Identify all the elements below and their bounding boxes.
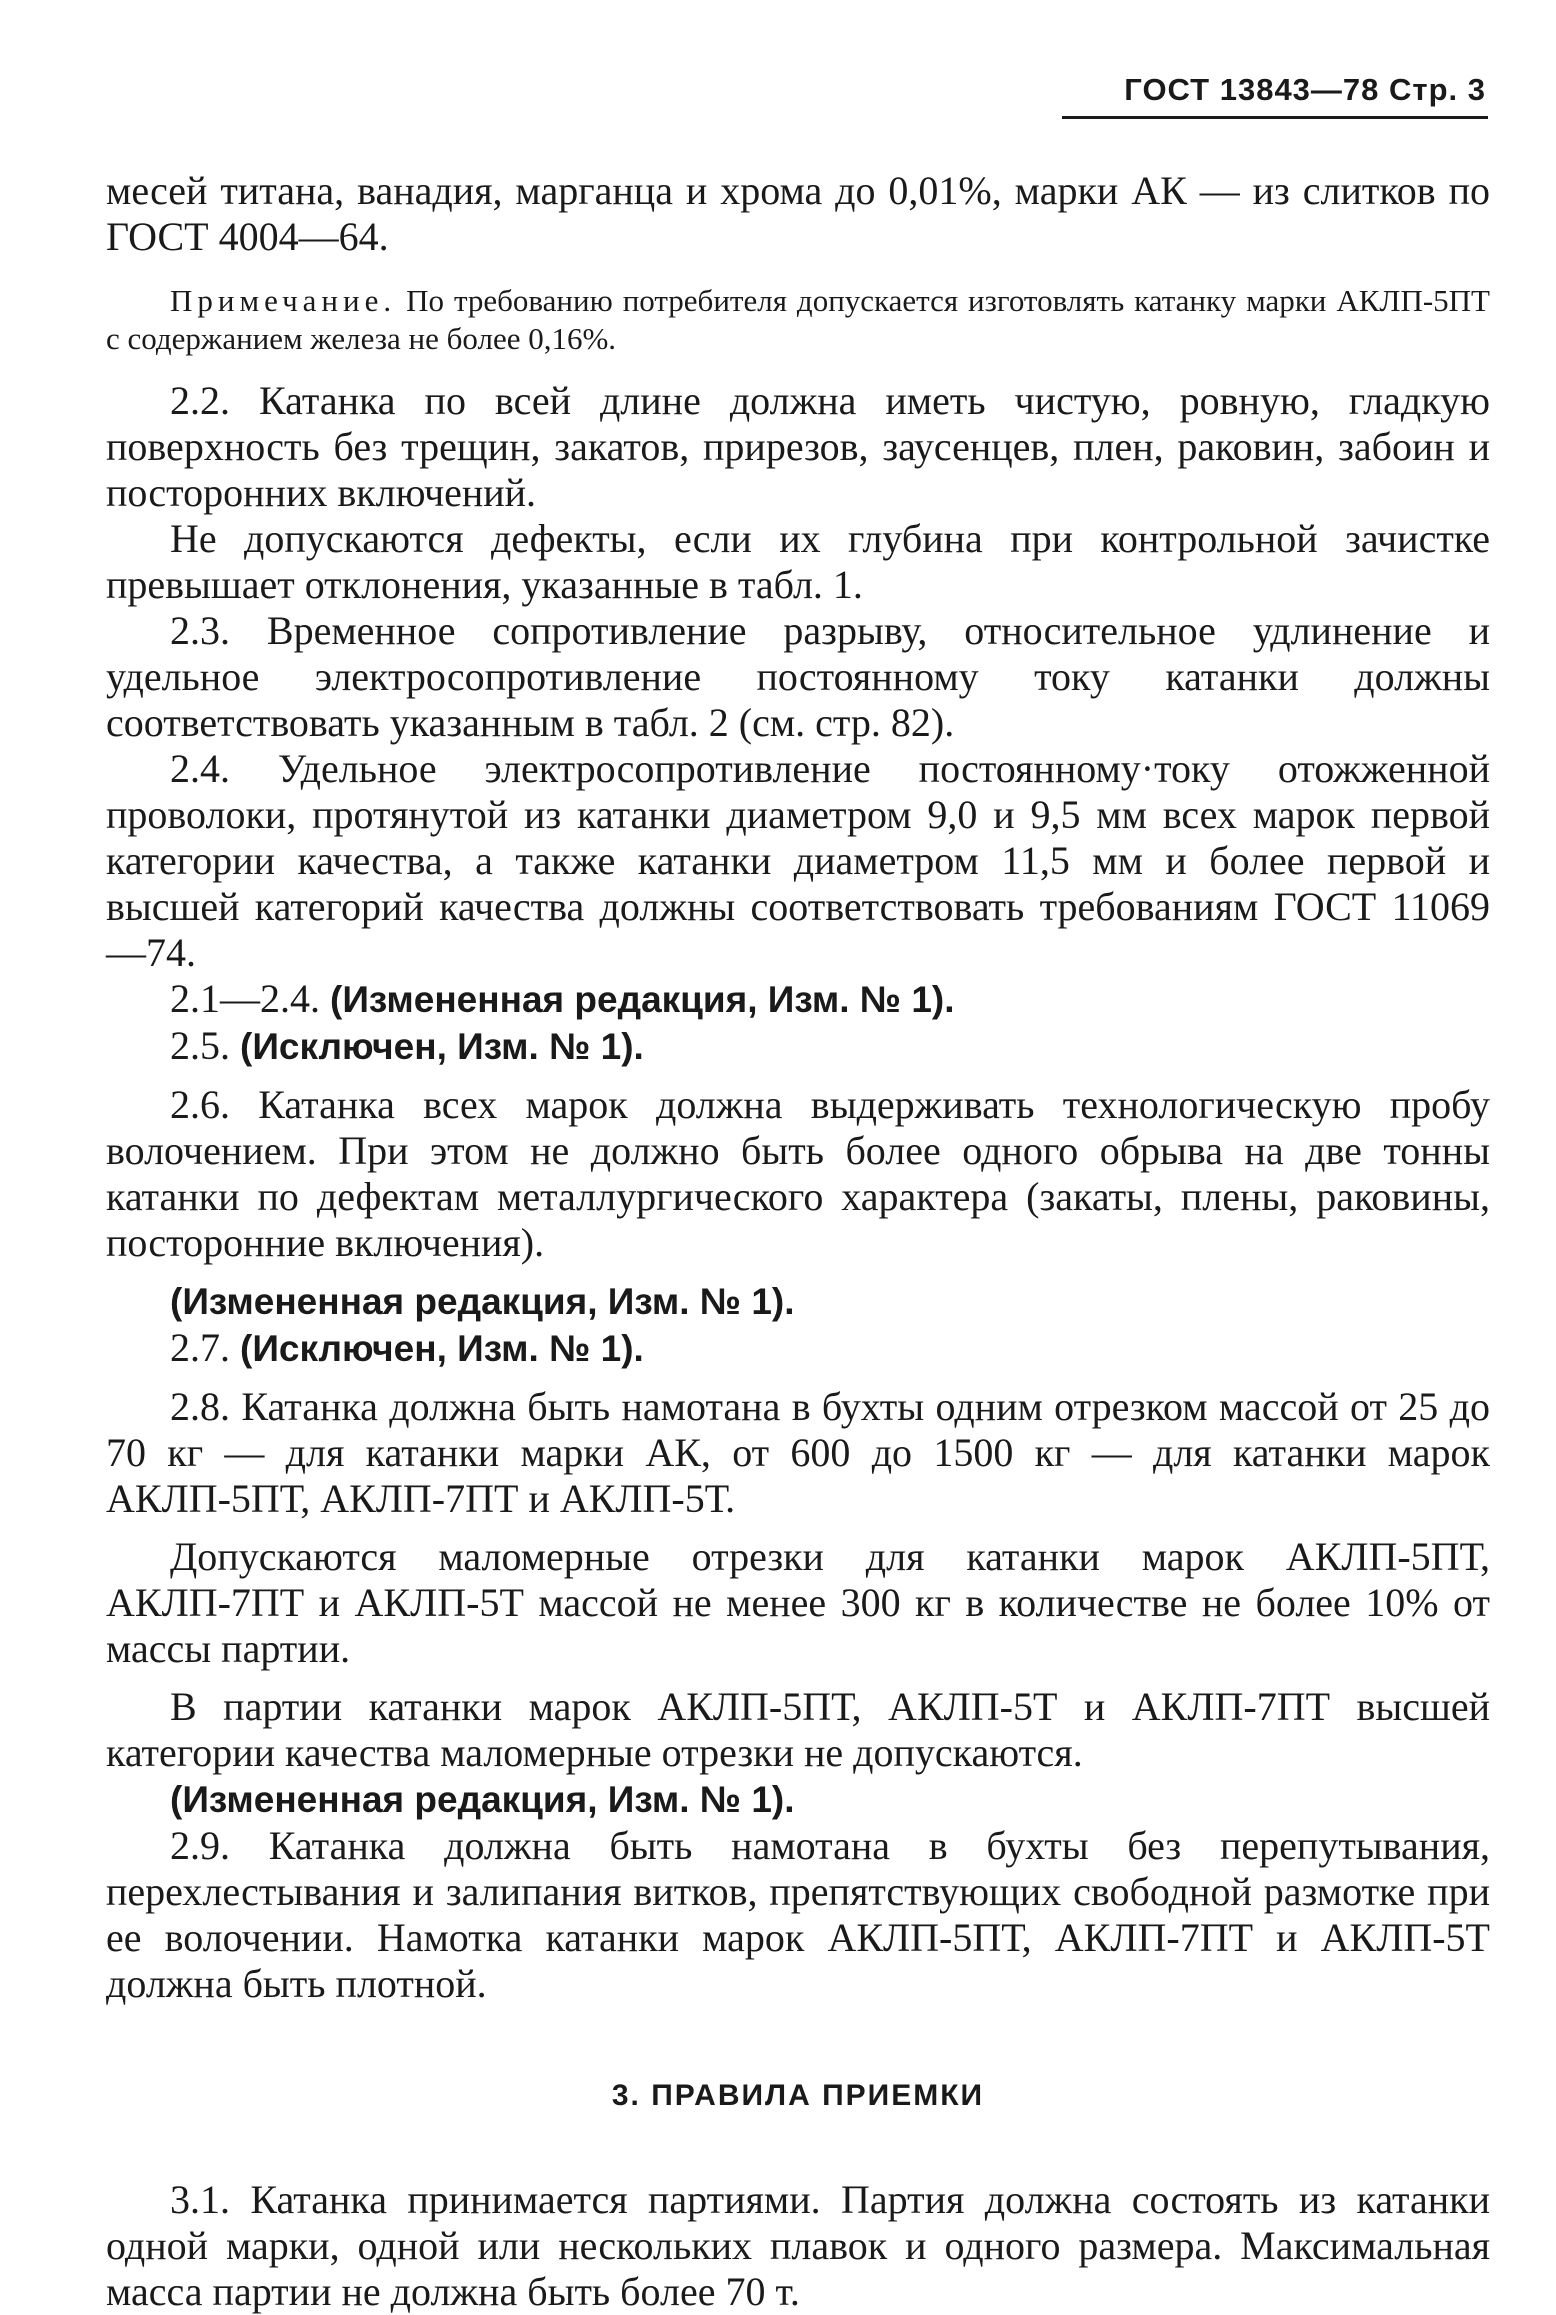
clause-number: 2.7. <box>170 1325 240 1370</box>
note <box>106 282 1490 358</box>
clause-2-6: 2.6. Катанка всех марок должна выдерживать технологическую пробу волочением. При этом не должно быть более одного обрыва на две тонны катанки по дефектам металлургического характера (закаты, плены, раковины, посторонние включения). <box>106 1082 1490 1265</box>
clause-2-1-2-4-amendment <box>106 976 1490 1023</box>
header-rule <box>1062 116 1488 119</box>
page-header: ГОСТ 13843—78 Стр. 3 <box>1124 72 1486 107</box>
clause-2-4: 2.4. Удельное электросопротивление постоянному·току отожженной проволоки, протянутой из катанки диаметром 9,0 и 9,5 мм всех марок первой категории качества, а также катанки диаметром 11,5 мм и более первой и высшей категорий качества должны соответствовать требованиям ГОСТ 11069—74. <box>106 746 1490 975</box>
note-label: Примечание. <box>170 283 397 318</box>
note-text: По требованию потребителя допускается изготовлять катанку марки АКЛП-5ПТ с содержанием железа не более 0,16%. <box>106 283 1490 356</box>
document-body <box>106 168 1490 2315</box>
amendment-note: (Измененная редакция, Изм. № 1). <box>170 1779 795 1820</box>
clause-2-9: 2.9. Катанка должна быть намотана в бухты без перепутывания, перехлестывания и залипания витков, препятствующих свободной размотке при ее волочении. Намотка катанки марок АКЛП-5ПТ, АКЛП-7ПТ и АКЛП-5Т должна быть плотной. <box>106 1823 1490 2006</box>
amendment-note: (Измененная редакция, Изм. № 1). <box>330 979 955 1020</box>
amendment-note: (Измененная редакция, Изм. № 1). <box>170 1281 795 1322</box>
clause-2-8-top-category: В партии катанки марок АКЛП-5ПТ, АКЛП-5Т и АКЛП-7ПТ высшей категории качества маломерные отрезки не допускаются. <box>106 1684 1490 1775</box>
clause-2-3: 2.3. Временное сопротивление разрыву, относительное удлинение и удельное электросопротивление постоянному току катанки должны соответствовать указанным в табл. 2 (см. стр. 82). <box>106 608 1490 745</box>
excluded-note: (Исключен, Изм. № 1). <box>240 1026 644 1067</box>
clause-2-2-defects: Не допускаются дефекты, если их глубина при контрольной зачистке превышает отклонения, указанные в табл. 1. <box>106 516 1490 607</box>
clause-2-8-amendment <box>106 1776 1490 1823</box>
clause-2-6-amendment <box>106 1278 1490 1325</box>
clause-2-8-short-lengths: Допускаются маломерные отрезки для катанки марок АКЛП-5ПТ, АКЛП-7ПТ и АКЛП-5Т массой не менее 300 кг в количестве не более 10% от массы партии. <box>106 1534 1490 1671</box>
clause-2-8: 2.8. Катанка должна быть намотана в бухты одним отрезком массой от 25 до 70 кг — для катанки марки АК, от 600 до 1500 кг — для катанки марок АКЛП-5ПТ, АКЛП-7ПТ и АКЛП-5Т. <box>106 1384 1490 1521</box>
clause-number: 2.1—2.4. <box>170 976 330 1021</box>
excluded-note: (Исключен, Изм. № 1). <box>240 1328 644 1369</box>
clause-2-2: 2.2. Катанка по всей длине должна иметь чистую, ровную, гладкую поверхность без трещин, закатов, прирезов, заусенцев, плен, раковин, забоин и посторонних включений. <box>106 378 1490 515</box>
section-3-title: 3. ПРАВИЛА ПРИЕМКИ <box>611 2079 985 2112</box>
paragraph-continuation: месей титана, ванадия, марганца и хрома до 0,01%, марки АК — из слитков по ГОСТ 4004—64. <box>106 168 1490 259</box>
clause-2-7 <box>106 1325 1490 1372</box>
clause-number: 2.5. <box>170 1023 240 1068</box>
clause-2-5 <box>106 1023 1490 1070</box>
clause-3-1: 3.1. Катанка принимается партиями. Партия должна состоять из катанки одной марки, одной или нескольких плавок и одного размера. Максимальная масса партии не должна быть более 70 т. <box>106 2177 1490 2314</box>
